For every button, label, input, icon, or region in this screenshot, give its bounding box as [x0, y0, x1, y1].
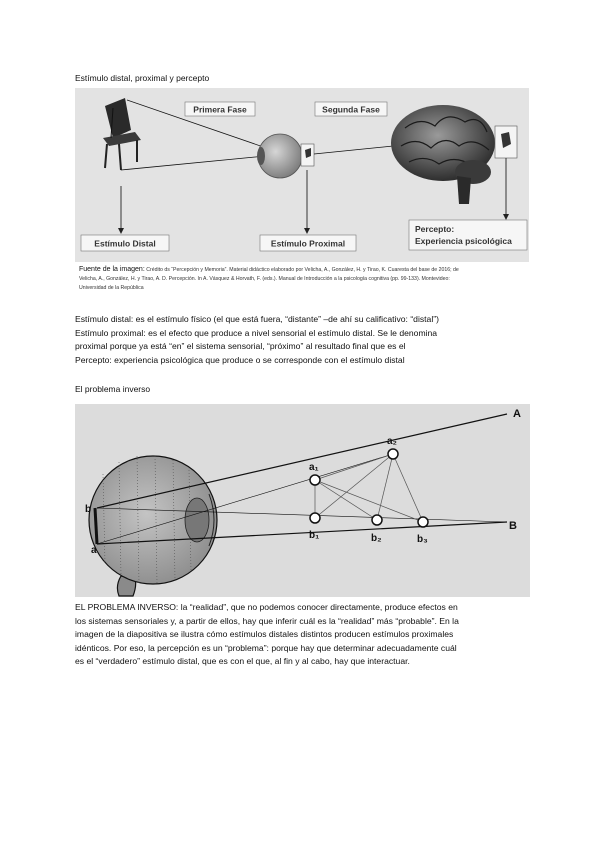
estimulo-proximal-label: Estímulo Proximal	[270, 238, 346, 249]
label-a2: a₂	[387, 436, 398, 447]
label-b1: b₁	[309, 530, 320, 541]
segunda-fase-label: Segunda Fase	[322, 104, 380, 115]
point-a1	[310, 475, 320, 485]
point-b2	[372, 515, 382, 525]
point-b1	[310, 513, 320, 523]
retina-segment	[95, 508, 97, 544]
point-a2	[388, 449, 398, 459]
label-a-retina: a	[91, 545, 97, 556]
figure1-caption	[79, 265, 529, 293]
eye-lens	[257, 147, 265, 165]
point-b3	[418, 517, 428, 527]
figure-distal-proximal-percepto	[75, 88, 529, 262]
definition-distal: Estímulo distal: es el estímulo físico (el que está fuera, “distante” –de ahí su calificativo: “distal”)	[75, 314, 439, 324]
caption-line1: Crédito ds “Percepción y Memoria”. Material didáctico elaborado por Velicha, A., González, H. y Tirao, K. Cuaresta del base de 2016; de	[146, 267, 459, 273]
definition-percepto: Percepto: experiencia psicológica que produce o se corresponde con el estímulo distal	[75, 354, 405, 365]
problema-line2: los sistemas sensoriales y, a partir de ellos, hay que inferir cuál es la “realidad” más “probable”. En la	[75, 615, 459, 626]
eye-lens-2	[185, 498, 209, 542]
label-a1: a₁	[309, 462, 319, 473]
figure-problema-inverso-svg	[75, 404, 530, 597]
problema-line4: idénticos. Por eso, la percepción es un “problema”: porque hay que determinar adecuadamente cuál	[75, 642, 457, 653]
problema-line1: EL PROBLEMA INVERSO: la “realidad”, que no podemos conocer directamente, produce efectos en	[75, 602, 458, 612]
label-A: A	[513, 408, 521, 420]
section-heading-problema-inverso: El problema inverso	[75, 384, 151, 394]
primera-fase-label: Primera Fase	[193, 104, 247, 115]
percepto-label-line1: Percepto:	[415, 224, 455, 234]
problema-line5: es el “verdadero” estímulo distal, que es con el que, al fin y al cabo, hay que interactuar.	[75, 656, 410, 666]
definition-proximal-cont: proximal porque ya está “en” el sistema sensorial, “próximo” al resultado final que es el	[75, 341, 406, 351]
label-b2: b₂	[371, 533, 382, 544]
figure-distal-proximal-percepto-svg	[75, 88, 529, 262]
definitions-paragraph	[75, 313, 439, 367]
estimulo-distal-label: Estímulo Distal	[94, 238, 156, 249]
section-heading-estimulos: Estímulo distal, proximal y percepto	[75, 73, 210, 83]
caption-line2: Velicha, A., González, H. y Tirao, A. D. Percepción. In A. Vásquez & Horvath, F. (eds.). Manual de Introducción a la psicología cognitiva (pp. 99-133). Montevideo:	[79, 276, 450, 282]
caption-label: Fuente de la imagen:	[79, 266, 145, 273]
caption-line3: Universidad de la República	[79, 285, 144, 291]
label-B: B	[509, 520, 517, 532]
figure-problema-inverso	[75, 404, 530, 597]
definition-proximal: Estímulo proximal: es el efecto que produce a nivel sensorial el estímulo distal. Se le denomina	[75, 327, 438, 338]
problema-line3: imagen de la diapositiva se ilustra cómo estímulos distales distintos producen estímulos proximales	[75, 629, 454, 639]
problema-inverso-paragraph	[75, 601, 459, 669]
label-b-retina: b	[85, 504, 92, 515]
percepto-label-line2: Experiencia psicológica	[415, 236, 512, 246]
label-b3: b₃	[417, 534, 428, 545]
